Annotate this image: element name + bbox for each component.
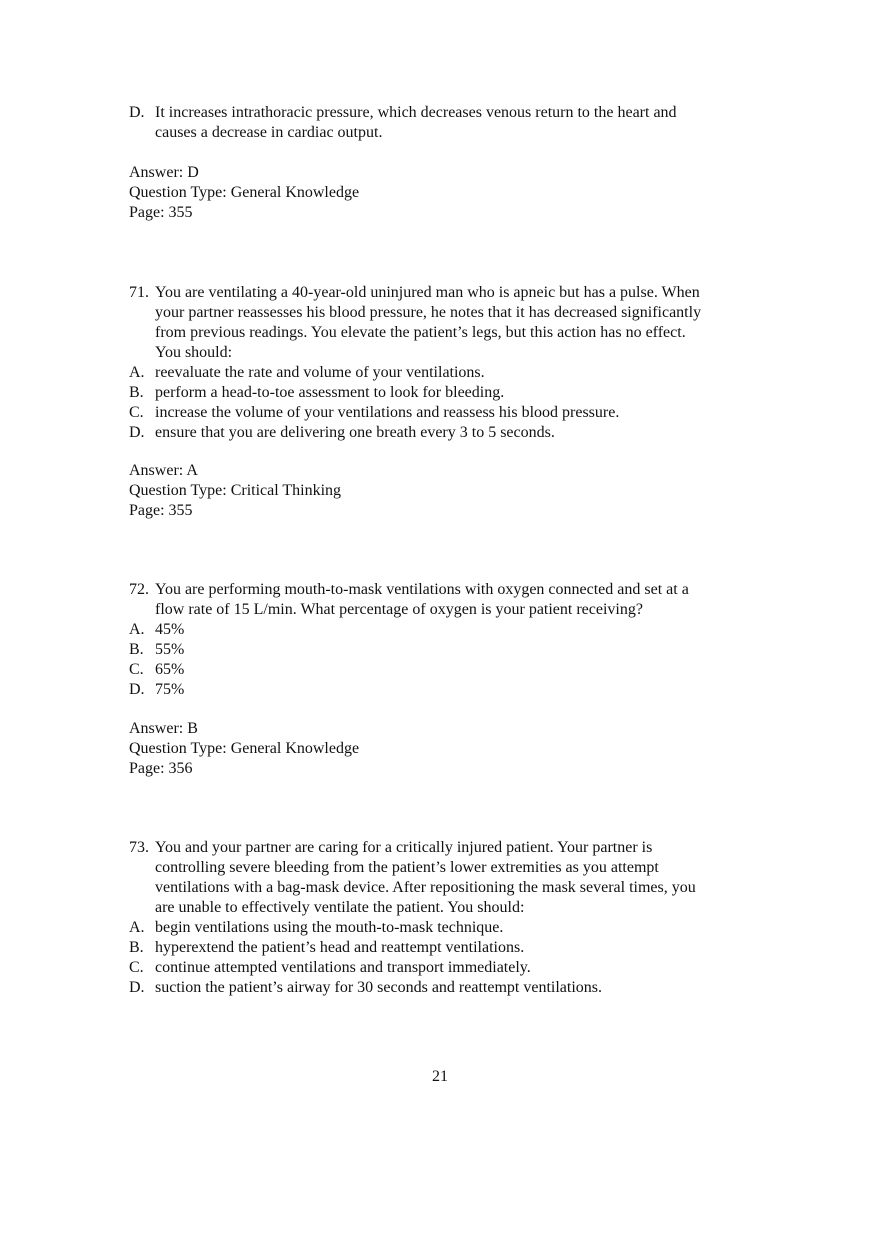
option-text: continue attempted ventilations and transport immediately. <box>155 959 531 976</box>
option-letter: C. <box>129 404 144 421</box>
option-a <box>129 620 759 640</box>
answer-block-72 <box>129 719 759 779</box>
question-71 <box>129 283 759 443</box>
option-text: 45% <box>155 621 185 638</box>
answer-line: Answer: B <box>129 720 198 737</box>
option-text: suction the patient’s airway for 30 seconds and reattempt ventilations. <box>155 979 602 996</box>
option-d <box>129 978 759 998</box>
option-text: 75% <box>155 681 185 698</box>
question-stem-text <box>155 580 759 620</box>
stem-line: ventilations with a bag-mask device. After repositioning the mask several times, you <box>155 879 696 896</box>
question-number: 72. <box>129 581 149 598</box>
question-type-line: Question Type: General Knowledge <box>129 740 360 757</box>
option-d <box>129 680 759 700</box>
option-text: reevaluate the rate and volume of your ventilations. <box>155 364 485 381</box>
answer-block-71 <box>129 461 759 521</box>
option-b <box>129 383 759 403</box>
stem-line: flow rate of 15 L/min. What percentage of oxygen is your patient receiving? <box>155 601 643 618</box>
answer-line: Answer: A <box>129 462 198 479</box>
option-a <box>129 918 759 938</box>
option-text-line: causes a decrease in cardiac output. <box>155 124 383 141</box>
option-letter: C. <box>129 661 144 678</box>
stem-line: You should: <box>155 344 233 361</box>
option-b <box>129 640 759 660</box>
option-letter: A. <box>129 919 145 936</box>
stem-line: You are ventilating a 40-year-old uninjured man who is apneic but has a pulse. When <box>155 284 700 301</box>
question-72 <box>129 580 759 700</box>
page-reference-line: Page: 355 <box>129 204 193 221</box>
question-stem-text <box>155 283 759 363</box>
option-a <box>129 363 759 383</box>
option-letter: B. <box>129 939 144 956</box>
option-letter: D. <box>129 104 145 121</box>
option-letter: D. <box>129 681 145 698</box>
option-text: hyperextend the patient’s head and reattempt ventilations. <box>155 939 525 956</box>
stem-line: are unable to effectively ventilate the patient. You should: <box>155 899 525 916</box>
question-type-line: Question Type: General Knowledge <box>129 184 360 201</box>
question-stem <box>129 580 759 620</box>
option-letter: B. <box>129 641 144 658</box>
option-text: increase the volume of your ventilations and reassess his blood pressure. <box>155 404 620 421</box>
continued-option-d <box>129 103 759 143</box>
stem-line: You are performing mouth-to-mask ventilations with oxygen connected and set at a <box>155 581 689 598</box>
answer-block-prev <box>129 163 759 223</box>
page-reference-line: Page: 356 <box>129 760 193 777</box>
question-73 <box>129 838 759 998</box>
question-number: 71. <box>129 284 149 301</box>
option-text-line: It increases intrathoracic pressure, which decreases venous return to the heart and <box>155 104 677 121</box>
option-text: 55% <box>155 641 185 658</box>
question-stem <box>129 283 759 363</box>
option-text: ensure that you are delivering one breath every 3 to 5 seconds. <box>155 424 555 441</box>
option-b <box>129 938 759 958</box>
question-stem-text <box>155 838 759 918</box>
option-c <box>129 403 759 423</box>
option-letter: A. <box>129 621 145 638</box>
option-text <box>155 103 759 143</box>
option-d <box>129 423 759 443</box>
question-type-line: Question Type: Critical Thinking <box>129 482 342 499</box>
stem-line: You and your partner are caring for a critically injured patient. Your partner is <box>155 839 653 856</box>
page-number: 21 <box>432 1068 448 1085</box>
stem-line: from previous readings. You elevate the patient’s legs, but this action has no effect. <box>155 324 686 341</box>
option-letter: D. <box>129 979 145 996</box>
option-text: 65% <box>155 661 185 678</box>
option-letter: A. <box>129 364 145 381</box>
answer-line: Answer: D <box>129 164 199 181</box>
stem-line: your partner reassesses his blood pressure, he notes that it has decreased significantly <box>155 304 702 321</box>
page-reference-line: Page: 355 <box>129 502 193 519</box>
stem-line: controlling severe bleeding from the patient’s lower extremities as you attempt <box>155 859 659 876</box>
option-letter: D. <box>129 424 145 441</box>
question-number: 73. <box>129 839 149 856</box>
option-c <box>129 660 759 680</box>
option-letter: C. <box>129 959 144 976</box>
option-text: perform a head-to-toe assessment to look for bleeding. <box>155 384 505 401</box>
option-text: begin ventilations using the mouth-to-mask technique. <box>155 919 504 936</box>
option-letter: B. <box>129 384 144 401</box>
question-stem <box>129 838 759 918</box>
option-c <box>129 958 759 978</box>
